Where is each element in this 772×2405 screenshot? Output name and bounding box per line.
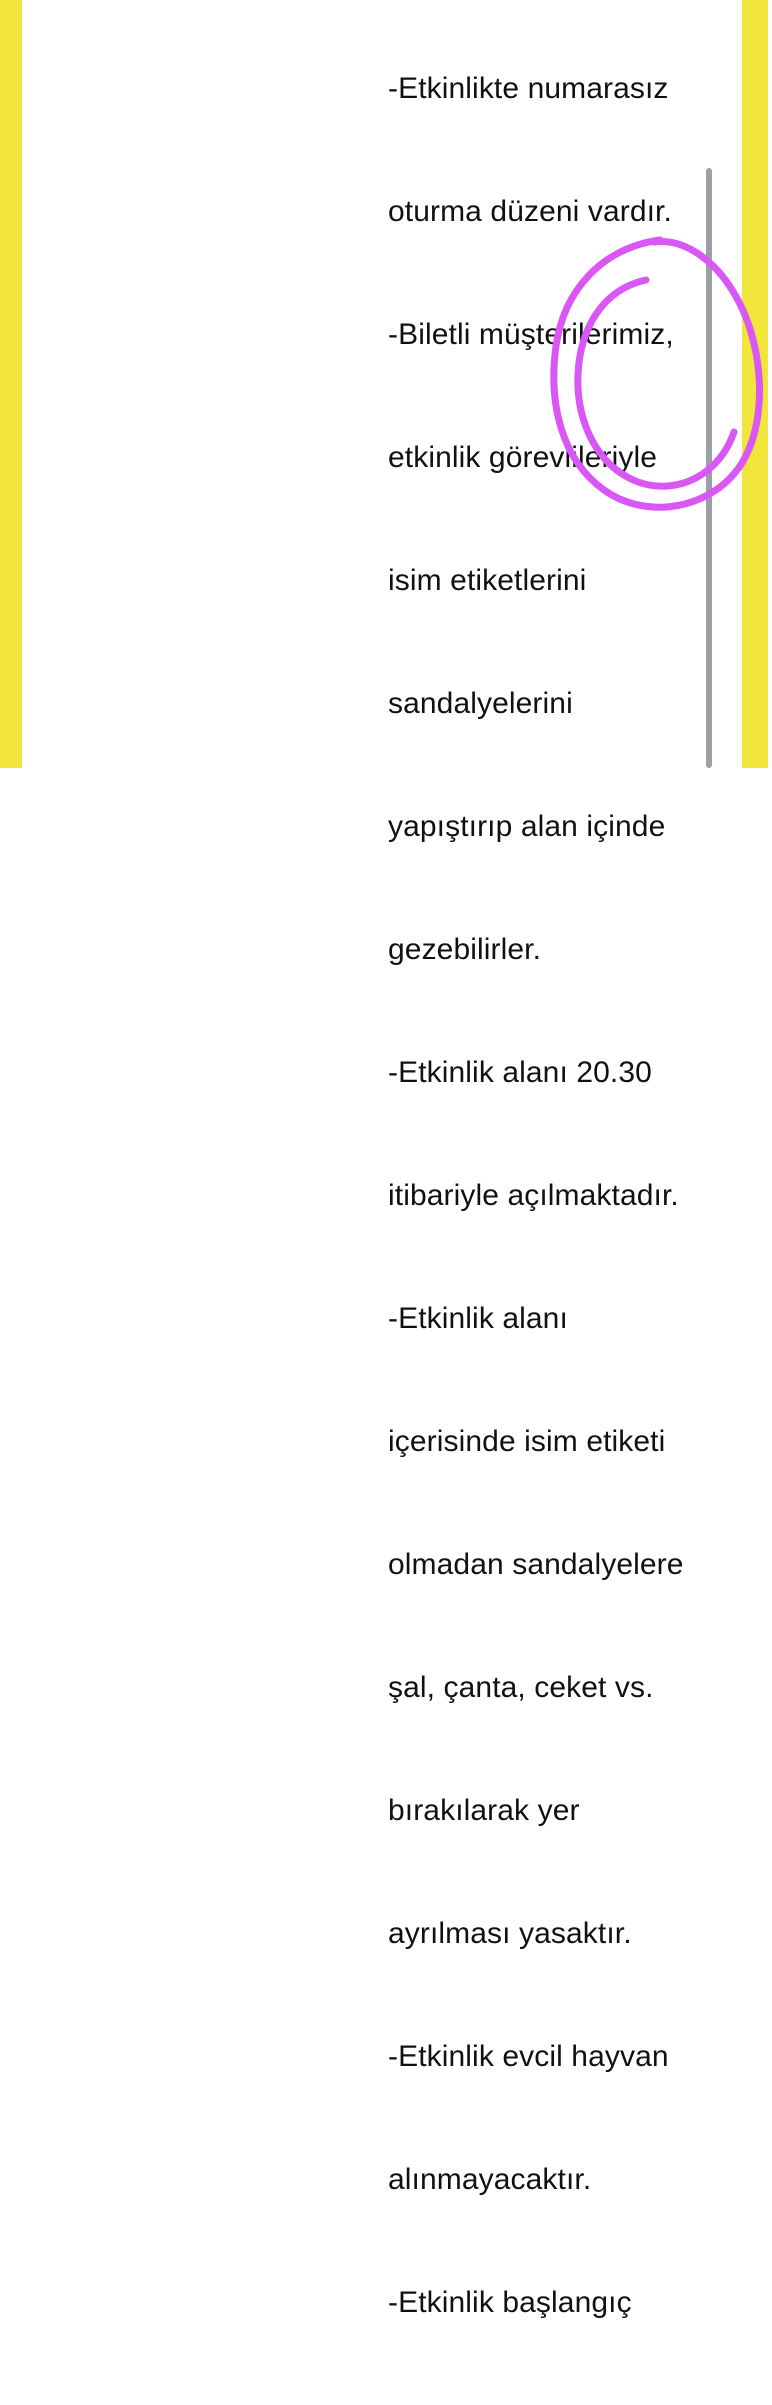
text-line: -Etkinlik alanı 20.30 [388, 1056, 652, 1089]
text-line: yapıştırıp alan içinde [388, 810, 666, 843]
left-yellow-bar [0, 0, 22, 768]
text-line: -Etkinlik evcil hayvan [388, 2040, 669, 2073]
text-line: oturma düzeni vardır. [388, 195, 672, 228]
document-sheet [22, 0, 742, 2319]
document-text-column [388, 0, 718, 2405]
text-line: -Etkinlik alanı [388, 1302, 568, 1335]
text-line: gezebilirler. [388, 933, 542, 966]
text-line: sandalyelerini [388, 687, 573, 720]
text-line: -Etkinlik başlangıç [388, 2286, 632, 2319]
text-line: şal, çanta, ceket vs. [388, 1671, 654, 1704]
text-line: içerisinde isim etiketi [388, 1425, 666, 1458]
scrollbar-thumb[interactable] [706, 168, 712, 768]
text-line: -Etkinlikte numarasız [388, 72, 669, 105]
text-line: isim etiketlerini [388, 564, 587, 597]
text-line: alınmayacaktır. [388, 2163, 592, 2196]
text-line: olmadan sandalyelere [388, 1548, 684, 1581]
text-line: etkinlik görevlileriyle [388, 441, 658, 474]
text-line: itibariyle açılmaktadır. [388, 1179, 679, 1212]
text-line: -Biletli müşterilerimiz, [388, 318, 674, 351]
right-yellow-bar [742, 0, 768, 768]
text-line: ayrılması yasaktır. [388, 1917, 632, 1950]
text-line: bırakılarak yer [388, 1794, 580, 1827]
